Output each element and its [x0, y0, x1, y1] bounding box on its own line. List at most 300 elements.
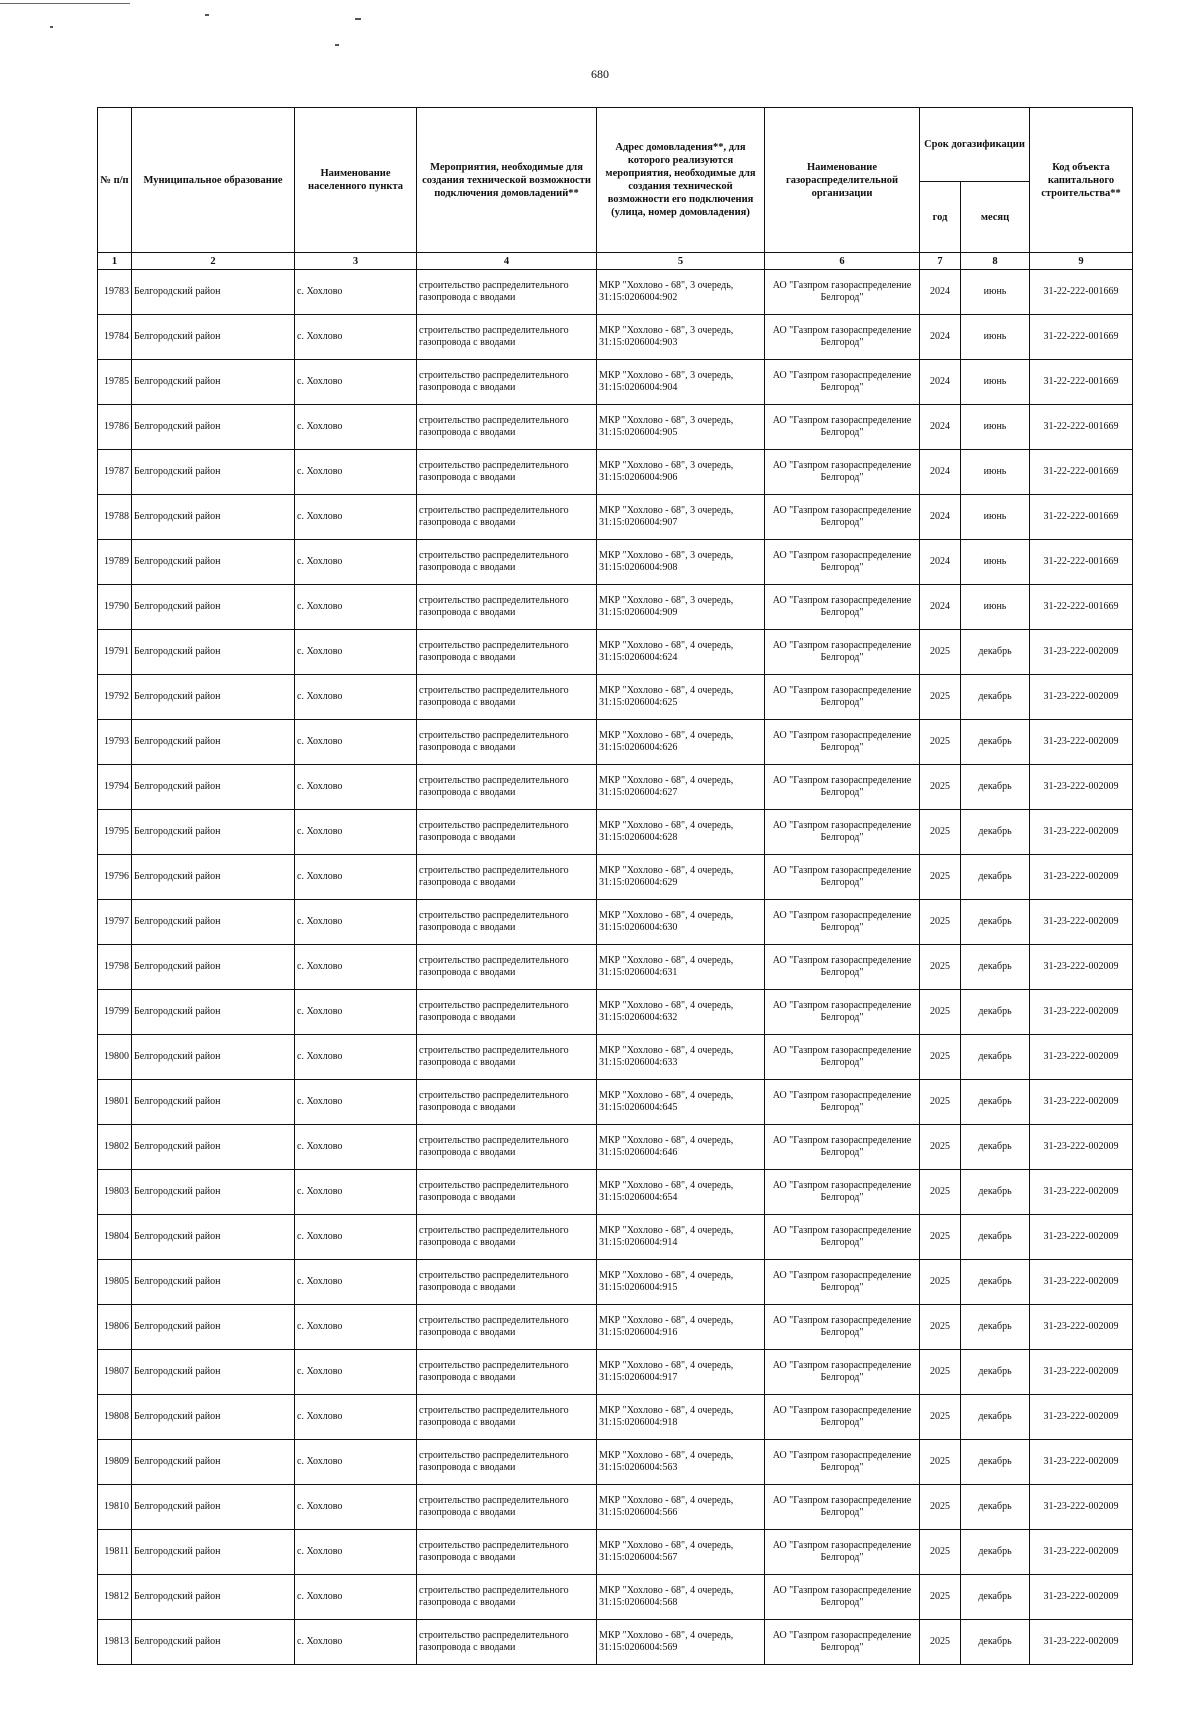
organization-cell: АО "Газпром газораспределение Белгород"	[765, 1440, 920, 1485]
row-number: 19783	[98, 270, 132, 315]
activity-cell: строительство распределительного газопровода с вводами	[417, 720, 597, 765]
month-cell: декабрь	[961, 810, 1030, 855]
address-cell: МКР "Хохлово - 68", 4 очередь, 31:15:0206004:625	[597, 675, 765, 720]
activity-cell: строительство распределительного газопровода с вводами	[417, 990, 597, 1035]
address-cell: МКР "Хохлово - 68", 3 очередь, 31:15:0206004:907	[597, 495, 765, 540]
organization-cell: АО "Газпром газораспределение Белгород"	[765, 1215, 920, 1260]
municipality-cell: Белгородский район	[132, 1395, 295, 1440]
row-number: 19799	[98, 990, 132, 1035]
object-code-cell: 31-23-222-002009	[1030, 1035, 1133, 1080]
year-cell: 2025	[920, 855, 961, 900]
settlement-cell: с. Хохлово	[295, 1215, 417, 1260]
month-cell: декабрь	[961, 1530, 1030, 1575]
activity-cell: строительство распределительного газопровода с вводами	[417, 1395, 597, 1440]
organization-cell: АО "Газпром газораспределение Белгород"	[765, 1485, 920, 1530]
object-code-cell: 31-23-222-002009	[1030, 1620, 1133, 1665]
row-number: 19785	[98, 360, 132, 405]
scan-mark	[355, 18, 361, 20]
object-code-cell: 31-23-222-002009	[1030, 1485, 1133, 1530]
month-cell: декабрь	[961, 990, 1030, 1035]
address-cell: МКР "Хохлово - 68", 4 очередь, 31:15:0206004:632	[597, 990, 765, 1035]
table-row	[98, 270, 1133, 315]
month-cell: декабрь	[961, 1260, 1030, 1305]
table-row	[98, 1260, 1133, 1305]
table-row	[98, 945, 1133, 990]
municipality-cell: Белгородский район	[132, 810, 295, 855]
page-number: 680	[591, 67, 609, 81]
organization-cell: АО "Газпром газораспределение Белгород"	[765, 1125, 920, 1170]
row-number: 19810	[98, 1485, 132, 1530]
month-cell: июнь	[961, 585, 1030, 630]
object-code-cell: 31-23-222-002009	[1030, 1440, 1133, 1485]
year-cell: 2025	[920, 1125, 961, 1170]
header-code: Код объекта капитального строительства**	[1030, 108, 1133, 253]
row-number: 19811	[98, 1530, 132, 1575]
object-code-cell: 31-22-222-001669	[1030, 450, 1133, 495]
activity-cell: строительство распределительного газопровода с вводами	[417, 1620, 597, 1665]
row-number: 19784	[98, 315, 132, 360]
municipality-cell: Белгородский район	[132, 1350, 295, 1395]
activity-cell: строительство распределительного газопровода с вводами	[417, 855, 597, 900]
table-row	[98, 450, 1133, 495]
year-cell: 2024	[920, 495, 961, 540]
column-number: 8	[961, 253, 1030, 270]
table-row	[98, 495, 1133, 540]
activity-cell: строительство распределительного газопровода с вводами	[417, 1035, 597, 1080]
activity-cell: строительство распределительного газопровода с вводами	[417, 810, 597, 855]
settlement-cell: с. Хохлово	[295, 270, 417, 315]
column-number: 6	[765, 253, 920, 270]
settlement-cell: с. Хохлово	[295, 405, 417, 450]
year-cell: 2025	[920, 1080, 961, 1125]
month-cell: декабрь	[961, 1305, 1030, 1350]
address-cell: МКР "Хохлово - 68", 4 очередь, 31:15:0206004:624	[597, 630, 765, 675]
month-cell: июнь	[961, 495, 1030, 540]
month-cell: декабрь	[961, 720, 1030, 765]
table-row	[98, 1125, 1133, 1170]
column-number: 9	[1030, 253, 1133, 270]
activity-cell: строительство распределительного газопровода с вводами	[417, 1170, 597, 1215]
scan-mark	[50, 26, 53, 28]
table-row	[98, 1530, 1133, 1575]
object-code-cell: 31-23-222-002009	[1030, 990, 1133, 1035]
organization-cell: АО "Газпром газораспределение Белгород"	[765, 855, 920, 900]
object-code-cell: 31-23-222-002009	[1030, 855, 1133, 900]
address-cell: МКР "Хохлово - 68", 4 очередь, 31:15:0206004:566	[597, 1485, 765, 1530]
object-code-cell: 31-23-222-002009	[1030, 1170, 1133, 1215]
activity-cell: строительство распределительного газопровода с вводами	[417, 270, 597, 315]
municipality-cell: Белгородский район	[132, 900, 295, 945]
year-cell: 2025	[920, 1170, 961, 1215]
year-cell: 2024	[920, 360, 961, 405]
organization-cell: АО "Газпром газораспределение Белгород"	[765, 1080, 920, 1125]
object-code-cell: 31-22-222-001669	[1030, 540, 1133, 585]
activity-cell: строительство распределительного газопровода с вводами	[417, 360, 597, 405]
month-cell: декабрь	[961, 1395, 1030, 1440]
row-number: 19797	[98, 900, 132, 945]
year-cell: 2025	[920, 1260, 961, 1305]
row-number: 19803	[98, 1170, 132, 1215]
row-number: 19805	[98, 1260, 132, 1305]
activity-cell: строительство распределительного газопровода с вводами	[417, 1485, 597, 1530]
municipality-cell: Белгородский район	[132, 1170, 295, 1215]
row-number: 19802	[98, 1125, 132, 1170]
object-code-cell: 31-23-222-002009	[1030, 1530, 1133, 1575]
organization-cell: АО "Газпром газораспределение Белгород"	[765, 810, 920, 855]
table-row	[98, 315, 1133, 360]
address-cell: МКР "Хохлово - 68", 4 очередь, 31:15:0206004:917	[597, 1350, 765, 1395]
header-year: год	[920, 182, 961, 253]
column-number: 7	[920, 253, 961, 270]
month-cell: декабрь	[961, 1125, 1030, 1170]
month-cell: декабрь	[961, 1170, 1030, 1215]
row-number: 19792	[98, 675, 132, 720]
activity-cell: строительство распределительного газопровода с вводами	[417, 945, 597, 990]
settlement-cell: с. Хохлово	[295, 675, 417, 720]
address-cell: МКР "Хохлово - 68", 3 очередь, 31:15:0206004:906	[597, 450, 765, 495]
year-cell: 2025	[920, 720, 961, 765]
address-cell: МКР "Хохлово - 68", 4 очередь, 31:15:0206004:628	[597, 810, 765, 855]
municipality-cell: Белгородский район	[132, 1620, 295, 1665]
settlement-cell: с. Хохлово	[295, 810, 417, 855]
row-number: 19800	[98, 1035, 132, 1080]
row-number: 19789	[98, 540, 132, 585]
year-cell: 2025	[920, 675, 961, 720]
settlement-cell: с. Хохлово	[295, 1350, 417, 1395]
year-cell: 2025	[920, 630, 961, 675]
organization-cell: АО "Газпром газораспределение Белгород"	[765, 1530, 920, 1575]
activity-cell: строительство распределительного газопровода с вводами	[417, 1080, 597, 1125]
month-cell: декабрь	[961, 1350, 1030, 1395]
municipality-cell: Белгородский район	[132, 855, 295, 900]
settlement-cell: с. Хохлово	[295, 1170, 417, 1215]
row-number: 19813	[98, 1620, 132, 1665]
table-row	[98, 405, 1133, 450]
organization-cell: АО "Газпром газораспределение Белгород"	[765, 1305, 920, 1350]
header-organization: Наименование газораспределительной организации	[765, 108, 920, 253]
municipality-cell: Белгородский район	[132, 1440, 295, 1485]
object-code-cell: 31-22-222-001669	[1030, 585, 1133, 630]
address-cell: МКР "Хохлово - 68", 4 очередь, 31:15:0206004:569	[597, 1620, 765, 1665]
address-cell: МКР "Хохлово - 68", 4 очередь, 31:15:0206004:563	[597, 1440, 765, 1485]
object-code-cell: 31-23-222-002009	[1030, 1125, 1133, 1170]
table-row	[98, 765, 1133, 810]
activity-cell: строительство распределительного газопровода с вводами	[417, 765, 597, 810]
object-code-cell: 31-23-222-002009	[1030, 765, 1133, 810]
table-row	[98, 1215, 1133, 1260]
organization-cell: АО "Газпром газораспределение Белгород"	[765, 945, 920, 990]
activity-cell: строительство распределительного газопровода с вводами	[417, 450, 597, 495]
municipality-cell: Белгородский район	[132, 720, 295, 765]
scan-mark	[335, 44, 339, 46]
year-cell: 2025	[920, 990, 961, 1035]
settlement-cell: с. Хохлово	[295, 630, 417, 675]
activity-cell: строительство распределительного газопровода с вводами	[417, 405, 597, 450]
month-cell: декабрь	[961, 1080, 1030, 1125]
address-cell: МКР "Хохлово - 68", 3 очередь, 31:15:0206004:904	[597, 360, 765, 405]
table-row	[98, 1485, 1133, 1530]
address-cell: МКР "Хохлово - 68", 4 очередь, 31:15:0206004:627	[597, 765, 765, 810]
settlement-cell: с. Хохлово	[295, 1125, 417, 1170]
year-cell: 2025	[920, 1530, 961, 1575]
organization-cell: АО "Газпром газораспределение Белгород"	[765, 720, 920, 765]
settlement-cell: с. Хохлово	[295, 360, 417, 405]
organization-cell: АО "Газпром газораспределение Белгород"	[765, 405, 920, 450]
table-row	[98, 585, 1133, 630]
row-number: 19804	[98, 1215, 132, 1260]
municipality-cell: Белгородский район	[132, 1125, 295, 1170]
settlement-cell: с. Хохлово	[295, 1575, 417, 1620]
year-cell: 2025	[920, 900, 961, 945]
table-row	[98, 1620, 1133, 1665]
row-number: 19807	[98, 1350, 132, 1395]
activity-cell: строительство распределительного газопровода с вводами	[417, 495, 597, 540]
object-code-cell: 31-22-222-001669	[1030, 315, 1133, 360]
municipality-cell: Белгородский район	[132, 1575, 295, 1620]
organization-cell: АО "Газпром газораспределение Белгород"	[765, 1260, 920, 1305]
object-code-cell: 31-22-222-001669	[1030, 405, 1133, 450]
table-row	[98, 1395, 1133, 1440]
address-cell: МКР "Хохлово - 68", 4 очередь, 31:15:0206004:915	[597, 1260, 765, 1305]
settlement-cell: с. Хохлово	[295, 720, 417, 765]
settlement-cell: с. Хохлово	[295, 540, 417, 585]
settlement-cell: с. Хохлово	[295, 765, 417, 810]
municipality-cell: Белгородский район	[132, 495, 295, 540]
settlement-cell: с. Хохлово	[295, 585, 417, 630]
municipality-cell: Белгородский район	[132, 990, 295, 1035]
municipality-cell: Белгородский район	[132, 675, 295, 720]
month-cell: июнь	[961, 315, 1030, 360]
row-number: 19812	[98, 1575, 132, 1620]
address-cell: МКР "Хохлово - 68", 3 очередь, 31:15:0206004:903	[597, 315, 765, 360]
year-cell: 2024	[920, 450, 961, 495]
municipality-cell: Белгородский район	[132, 360, 295, 405]
municipality-cell: Белгородский район	[132, 450, 295, 495]
year-cell: 2025	[920, 1305, 961, 1350]
settlement-cell: с. Хохлово	[295, 1035, 417, 1080]
year-cell: 2025	[920, 1395, 961, 1440]
organization-cell: АО "Газпром газораспределение Белгород"	[765, 900, 920, 945]
header-month: месяц	[961, 182, 1030, 253]
year-cell: 2025	[920, 945, 961, 990]
activity-cell: строительство распределительного газопровода с вводами	[417, 315, 597, 360]
month-cell: декабрь	[961, 1215, 1030, 1260]
address-cell: МКР "Хохлово - 68", 4 очередь, 31:15:0206004:630	[597, 900, 765, 945]
column-number: 5	[597, 253, 765, 270]
address-cell: МКР "Хохлово - 68", 4 очередь, 31:15:0206004:914	[597, 1215, 765, 1260]
address-cell: МКР "Хохлово - 68", 3 очередь, 31:15:0206004:908	[597, 540, 765, 585]
municipality-cell: Белгородский район	[132, 945, 295, 990]
table-row	[98, 720, 1133, 765]
settlement-cell: с. Хохлово	[295, 945, 417, 990]
organization-cell: АО "Газпром газораспределение Белгород"	[765, 360, 920, 405]
table-row	[98, 1305, 1133, 1350]
settlement-cell: с. Хохлово	[295, 1305, 417, 1350]
municipality-cell: Белгородский район	[132, 1305, 295, 1350]
object-code-cell: 31-23-222-002009	[1030, 1575, 1133, 1620]
month-cell: декабрь	[961, 675, 1030, 720]
address-cell: МКР "Хохлово - 68", 4 очередь, 31:15:0206004:626	[597, 720, 765, 765]
table-row	[98, 1575, 1133, 1620]
year-cell: 2025	[920, 810, 961, 855]
object-code-cell: 31-23-222-002009	[1030, 1080, 1133, 1125]
object-code-cell: 31-23-222-002009	[1030, 630, 1133, 675]
scan-mark	[205, 14, 209, 16]
municipality-cell: Белгородский район	[132, 540, 295, 585]
organization-cell: АО "Газпром газораспределение Белгород"	[765, 1575, 920, 1620]
settlement-cell: с. Хохлово	[295, 855, 417, 900]
month-cell: июнь	[961, 540, 1030, 585]
year-cell: 2025	[920, 1440, 961, 1485]
address-cell: МКР "Хохлово - 68", 3 очередь, 31:15:0206004:905	[597, 405, 765, 450]
table-row	[98, 675, 1133, 720]
settlement-cell: с. Хохлово	[295, 900, 417, 945]
row-number: 19796	[98, 855, 132, 900]
activity-cell: строительство распределительного газопровода с вводами	[417, 900, 597, 945]
municipality-cell: Белгородский район	[132, 270, 295, 315]
municipality-cell: Белгородский район	[132, 405, 295, 450]
column-number: 3	[295, 253, 417, 270]
table-row	[98, 1035, 1133, 1080]
object-code-cell: 31-23-222-002009	[1030, 720, 1133, 765]
municipality-cell: Белгородский район	[132, 1215, 295, 1260]
address-cell: МКР "Хохлово - 68", 3 очередь, 31:15:0206004:909	[597, 585, 765, 630]
month-cell: июнь	[961, 270, 1030, 315]
month-cell: декабрь	[961, 945, 1030, 990]
activity-cell: строительство распределительного газопровода с вводами	[417, 585, 597, 630]
settlement-cell: с. Хохлово	[295, 1620, 417, 1665]
activity-cell: строительство распределительного газопровода с вводами	[417, 630, 597, 675]
table-row	[98, 540, 1133, 585]
municipality-cell: Белгородский район	[132, 1035, 295, 1080]
address-cell: МКР "Хохлово - 68", 4 очередь, 31:15:0206004:567	[597, 1530, 765, 1575]
row-number: 19798	[98, 945, 132, 990]
organization-cell: АО "Газпром газораспределение Белгород"	[765, 1620, 920, 1665]
month-cell: декабрь	[961, 1440, 1030, 1485]
activity-cell: строительство распределительного газопровода с вводами	[417, 1350, 597, 1395]
table-row	[98, 810, 1133, 855]
month-cell: декабрь	[961, 900, 1030, 945]
municipality-cell: Белгородский район	[132, 1530, 295, 1575]
organization-cell: АО "Газпром газораспределение Белгород"	[765, 990, 920, 1035]
table-row	[98, 1170, 1133, 1215]
organization-cell: АО "Газпром газораспределение Белгород"	[765, 450, 920, 495]
year-cell: 2024	[920, 540, 961, 585]
address-cell: МКР "Хохлово - 68", 4 очередь, 31:15:0206004:645	[597, 1080, 765, 1125]
column-number: 1	[98, 253, 132, 270]
table-body	[98, 270, 1133, 1665]
object-code-cell: 31-23-222-002009	[1030, 1395, 1133, 1440]
month-cell: декабрь	[961, 765, 1030, 810]
organization-cell: АО "Газпром газораспределение Белгород"	[765, 1395, 920, 1440]
year-cell: 2025	[920, 1485, 961, 1530]
organization-cell: АО "Газпром газораспределение Белгород"	[765, 270, 920, 315]
activity-cell: строительство распределительного газопровода с вводами	[417, 1125, 597, 1170]
row-number: 19809	[98, 1440, 132, 1485]
header-term: Срок догазификации	[920, 108, 1030, 182]
object-code-cell: 31-23-222-002009	[1030, 1215, 1133, 1260]
scan-mark	[0, 3, 130, 4]
year-cell: 2025	[920, 1350, 961, 1395]
organization-cell: АО "Газпром газораспределение Белгород"	[765, 630, 920, 675]
settlement-cell: с. Хохлово	[295, 1440, 417, 1485]
year-cell: 2025	[920, 1575, 961, 1620]
table-row	[98, 1440, 1133, 1485]
month-cell: декабрь	[961, 1620, 1030, 1665]
object-code-cell: 31-22-222-001669	[1030, 270, 1133, 315]
header-num: № п/п	[98, 108, 132, 253]
address-cell: МКР "Хохлово - 68", 4 очередь, 31:15:0206004:916	[597, 1305, 765, 1350]
row-number: 19795	[98, 810, 132, 855]
object-code-cell: 31-22-222-001669	[1030, 495, 1133, 540]
activity-cell: строительство распределительного газопровода с вводами	[417, 1530, 597, 1575]
year-cell: 2024	[920, 315, 961, 360]
object-code-cell: 31-23-222-002009	[1030, 945, 1133, 990]
municipality-cell: Белгородский район	[132, 1485, 295, 1530]
activity-cell: строительство распределительного газопровода с вводами	[417, 1305, 597, 1350]
organization-cell: АО "Газпром газораспределение Белгород"	[765, 585, 920, 630]
organization-cell: АО "Газпром газораспределение Белгород"	[765, 1170, 920, 1215]
row-number: 19787	[98, 450, 132, 495]
month-cell: декабрь	[961, 855, 1030, 900]
year-cell: 2025	[920, 1035, 961, 1080]
year-cell: 2025	[920, 1620, 961, 1665]
activity-cell: строительство распределительного газопровода с вводами	[417, 675, 597, 720]
column-number: 2	[132, 253, 295, 270]
settlement-cell: с. Хохлово	[295, 990, 417, 1035]
row-number: 19791	[98, 630, 132, 675]
activity-cell: строительство распределительного газопровода с вводами	[417, 1215, 597, 1260]
address-cell: МКР "Хохлово - 68", 4 очередь, 31:15:0206004:646	[597, 1125, 765, 1170]
header-settlement: Наименование населенного пункта	[295, 108, 417, 253]
row-number: 19786	[98, 405, 132, 450]
row-number: 19808	[98, 1395, 132, 1440]
month-cell: декабрь	[961, 1485, 1030, 1530]
activity-cell: строительство распределительного газопровода с вводами	[417, 1440, 597, 1485]
address-cell: МКР "Хохлово - 68", 4 очередь, 31:15:0206004:654	[597, 1170, 765, 1215]
organization-cell: АО "Газпром газораспределение Белгород"	[765, 315, 920, 360]
municipality-cell: Белгородский район	[132, 315, 295, 360]
month-cell: декабрь	[961, 1035, 1030, 1080]
activity-cell: строительство распределительного газопровода с вводами	[417, 1260, 597, 1305]
table-row	[98, 630, 1133, 675]
year-cell: 2024	[920, 405, 961, 450]
table-row	[98, 900, 1133, 945]
municipality-cell: Белгородский район	[132, 1260, 295, 1305]
object-code-cell: 31-23-222-002009	[1030, 1260, 1133, 1305]
organization-cell: АО "Газпром газораспределение Белгород"	[765, 1035, 920, 1080]
settlement-cell: с. Хохлово	[295, 1260, 417, 1305]
column-number-row	[98, 253, 1133, 270]
address-cell: МКР "Хохлово - 68", 4 очередь, 31:15:0206004:631	[597, 945, 765, 990]
organization-cell: АО "Газпром газораспределение Белгород"	[765, 1350, 920, 1395]
settlement-cell: с. Хохлово	[295, 1080, 417, 1125]
organization-cell: АО "Газпром газораспределение Белгород"	[765, 765, 920, 810]
municipality-cell: Белгородский район	[132, 1080, 295, 1125]
table-row	[98, 990, 1133, 1035]
month-cell: июнь	[961, 360, 1030, 405]
year-cell: 2025	[920, 765, 961, 810]
month-cell: декабрь	[961, 1575, 1030, 1620]
object-code-cell: 31-22-222-001669	[1030, 360, 1133, 405]
row-number: 19788	[98, 495, 132, 540]
month-cell: декабрь	[961, 630, 1030, 675]
address-cell: МКР "Хохлово - 68", 3 очередь, 31:15:0206004:902	[597, 270, 765, 315]
year-cell: 2024	[920, 585, 961, 630]
column-number: 4	[417, 253, 597, 270]
address-cell: МКР "Хохлово - 68", 4 очередь, 31:15:0206004:918	[597, 1395, 765, 1440]
settlement-cell: с. Хохлово	[295, 495, 417, 540]
